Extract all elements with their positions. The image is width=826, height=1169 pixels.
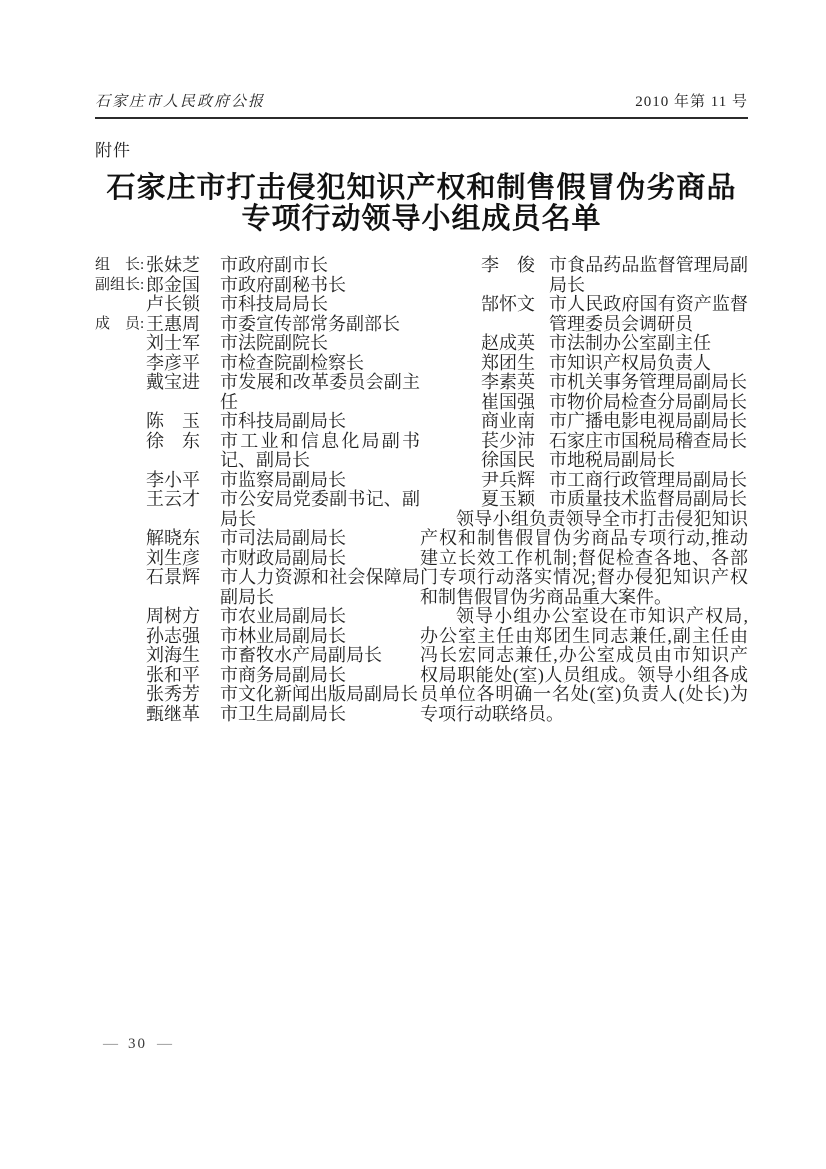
member-position: 市知识产权局负责人 bbox=[549, 352, 711, 373]
member-position: 市商务局副局长 bbox=[220, 664, 346, 685]
member-position: 市质量技术监督局副局长 bbox=[549, 489, 747, 509]
member-position: 市地税局副局长 bbox=[549, 450, 675, 470]
member-name: 夏玉颖 bbox=[481, 489, 535, 509]
member-name: 陈 玉 bbox=[146, 411, 200, 431]
member-position: 市广播电影电视局副局长 bbox=[549, 411, 747, 431]
member-name: 张妹芝 bbox=[146, 255, 200, 275]
member-name: 赵成英 bbox=[481, 333, 535, 353]
member-name: 石景辉 bbox=[146, 567, 200, 587]
member-name: 徐国民 bbox=[481, 450, 535, 470]
member-row bbox=[420, 334, 748, 354]
member-row bbox=[420, 256, 748, 295]
member-position: 市政府副秘书长 bbox=[220, 274, 346, 295]
member-row bbox=[95, 685, 420, 705]
member-row bbox=[95, 334, 420, 354]
right-column bbox=[420, 256, 748, 724]
member-position: 石家庄市国税局稽查局长 bbox=[549, 430, 747, 451]
member-row bbox=[95, 412, 420, 432]
member-position: 市财政局副局长 bbox=[220, 547, 346, 568]
member-row bbox=[95, 568, 420, 607]
member-position: 市卫生局副局长 bbox=[220, 703, 346, 724]
member-row bbox=[95, 627, 420, 647]
member-position: 市文化新闻出版局副局长 bbox=[220, 684, 418, 704]
member-role: 副组长: bbox=[95, 276, 145, 293]
member-name: 刘士军 bbox=[146, 333, 200, 353]
member-row bbox=[95, 490, 420, 529]
member-name: 张秀芳 bbox=[146, 684, 200, 704]
member-position: 市工商行政管理局副局长 bbox=[549, 469, 747, 490]
member-position: 市委宣传部常务副部长 bbox=[220, 313, 400, 334]
page-footer bbox=[103, 1036, 172, 1053]
member-row bbox=[95, 373, 420, 412]
member-position: 市科技局副局长 bbox=[220, 411, 346, 431]
member-row bbox=[420, 471, 748, 491]
publication-title: 石家庄市人民政府公报 bbox=[95, 94, 266, 110]
issue-number: 2010 年第 11 号 bbox=[635, 94, 748, 110]
document-title bbox=[95, 173, 748, 235]
member-position: 市法院副院长 bbox=[220, 333, 328, 353]
member-position: 市人民政府国有资产监督管理委员会调研员 bbox=[549, 294, 748, 334]
member-position: 市人力资源和社会保障局副局长 bbox=[220, 567, 420, 607]
right-member-list bbox=[420, 256, 748, 510]
member-position: 市公安局党委副书记、副局长 bbox=[220, 489, 420, 529]
member-row bbox=[95, 354, 420, 374]
member-row bbox=[420, 295, 748, 334]
member-position: 市林业局副局长 bbox=[220, 625, 346, 646]
member-position: 市工业和信息化局副书记、副局长 bbox=[220, 430, 420, 470]
member-row bbox=[95, 315, 420, 335]
member-name: 商业南 bbox=[481, 411, 535, 431]
member-name: 戴宝进 bbox=[146, 372, 200, 392]
member-role: 成 员: bbox=[95, 315, 145, 332]
member-name: 刘生彦 bbox=[146, 547, 200, 568]
member-name: 孙志强 bbox=[146, 625, 200, 646]
page-content bbox=[95, 0, 748, 724]
member-row bbox=[95, 276, 420, 296]
member-row bbox=[95, 432, 420, 471]
member-name: 李小平 bbox=[146, 469, 200, 490]
footer-dash-right: — bbox=[157, 1036, 172, 1052]
member-name: 刘海生 bbox=[146, 645, 200, 665]
member-row bbox=[95, 295, 420, 315]
member-position: 市政府副市长 bbox=[220, 255, 328, 275]
member-name: 王惠周 bbox=[146, 313, 200, 334]
member-row bbox=[95, 607, 420, 627]
member-name: 苌少沛 bbox=[481, 430, 535, 451]
member-row bbox=[420, 432, 748, 452]
member-name: 张和平 bbox=[146, 664, 200, 685]
member-position: 市检查院副检察长 bbox=[220, 352, 364, 373]
member-position: 市畜牧水产局副局长 bbox=[220, 645, 382, 665]
member-name: 卢长锁 bbox=[146, 294, 200, 314]
member-position: 市监察局副局长 bbox=[220, 469, 346, 490]
member-name: 郑团生 bbox=[481, 352, 535, 373]
footer-dash-left: — bbox=[103, 1036, 118, 1052]
member-position: 市司法局副局长 bbox=[220, 528, 346, 548]
member-name: 崔国强 bbox=[481, 391, 535, 412]
member-name: 郎金国 bbox=[146, 274, 200, 295]
body-paragraph: 领导小组办公室设在市知识产权局,办公室主任由郑团生同志兼任,副主任由冯长宏同志兼任,办公室成员由市知识产权局职能处(室)人员组成。领导小组各成员单位各明确一名处(室)负责人(处长)为专项行动联络员。 bbox=[420, 606, 748, 724]
two-column-body bbox=[95, 256, 748, 724]
member-name: 李彦平 bbox=[146, 352, 200, 373]
member-row bbox=[95, 471, 420, 491]
member-row bbox=[95, 549, 420, 569]
member-row bbox=[420, 490, 748, 510]
page-number: 30 bbox=[128, 1036, 147, 1052]
member-row bbox=[420, 412, 748, 432]
member-row bbox=[420, 451, 748, 471]
member-position: 市科技局局长 bbox=[220, 294, 328, 314]
member-position: 市发展和改革委员会副主任 bbox=[220, 372, 420, 412]
member-position: 市农业局副局长 bbox=[220, 606, 346, 626]
member-row bbox=[95, 705, 420, 725]
body-paragraph: 领导小组负责领导全市打击侵犯知识产权和制售假冒伪劣商品专项行动,推动建立长效工作机制;督促检查各地、各部门专项行动落实情况;督办侵犯知识产权和制售假冒伪劣商品重大案件。 bbox=[420, 508, 748, 607]
member-name: 周树方 bbox=[146, 606, 200, 626]
member-name: 李素英 bbox=[481, 372, 535, 392]
member-row bbox=[420, 393, 748, 413]
member-name: 尹兵辉 bbox=[481, 469, 535, 490]
document-title-line2: 专项行动领导小组成员名单 bbox=[241, 203, 602, 235]
document-title-line1: 石家庄市打击侵犯知识产权和制售假冒伪劣商品 bbox=[106, 172, 737, 204]
member-name: 甄继革 bbox=[146, 703, 200, 724]
member-position: 市法制办公室副主任 bbox=[549, 333, 711, 353]
member-position: 市机关事务管理局副局长 bbox=[549, 372, 747, 392]
member-row bbox=[420, 373, 748, 393]
member-row bbox=[95, 256, 420, 276]
member-name: 王云才 bbox=[146, 489, 200, 509]
member-row bbox=[420, 354, 748, 374]
attachment-label: 附件 bbox=[95, 141, 131, 160]
member-name: 徐 东 bbox=[146, 430, 200, 451]
member-position: 市物价局检查分局副局长 bbox=[549, 391, 747, 412]
member-name: 李 俊 bbox=[481, 255, 535, 275]
body-paragraphs bbox=[420, 510, 748, 725]
running-header bbox=[95, 0, 748, 119]
member-row bbox=[95, 666, 420, 686]
member-row bbox=[95, 529, 420, 549]
member-role: 组 长: bbox=[95, 257, 145, 273]
member-position: 市食品药品监督管理局副局长 bbox=[549, 255, 748, 295]
member-row bbox=[95, 646, 420, 666]
left-member-column bbox=[95, 256, 420, 724]
member-name: 解晓东 bbox=[146, 528, 200, 548]
member-name: 郜怀文 bbox=[481, 294, 535, 314]
